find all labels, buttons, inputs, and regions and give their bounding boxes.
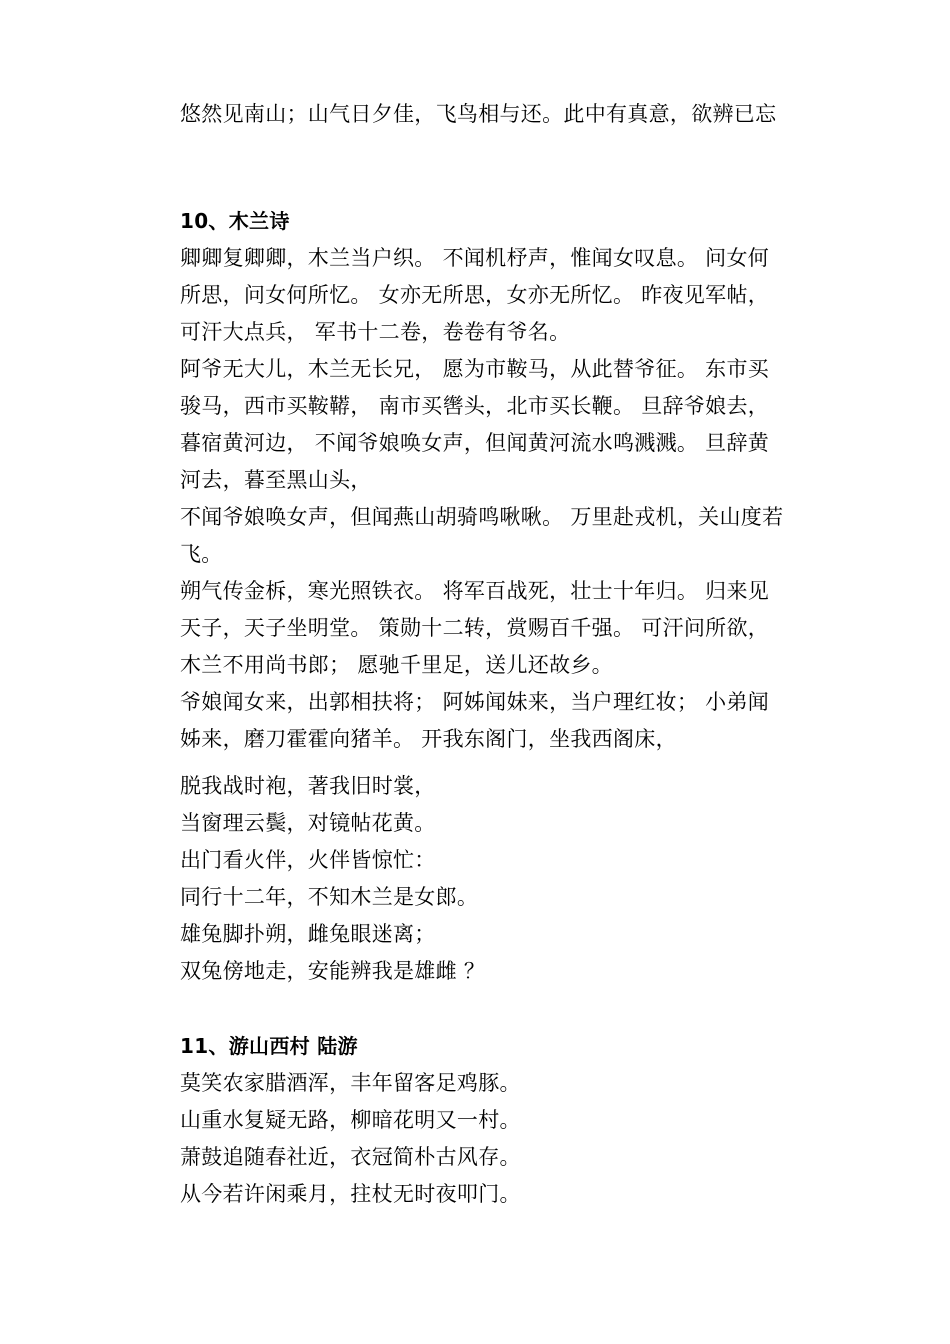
poem-line: 山重水复疑无路，柳暗花明又一村。 (180, 1108, 521, 1132)
section-heading-mulan: 10、木兰诗 (180, 209, 290, 233)
poem-line: 雄兔脚扑朔，雌兔眼迷离； (180, 922, 436, 946)
poem-line: 飞。 (180, 542, 223, 566)
poem-line: 从今若许闲乘月，拄杖无时夜叩门。 (180, 1182, 521, 1206)
poem-line: 河去，暮至黑山头， (180, 468, 372, 492)
poem-line: 当窗理云鬓，对镜帖花黄。 (180, 811, 436, 835)
poem-line: 出门看火伴，火伴皆惊忙： (180, 848, 436, 872)
poem-line: 所思，问女何所忆。 女亦无所思，女亦无所忆。 昨夜见军帖， (180, 283, 770, 307)
poem-line: 卿卿复卿卿，木兰当户织。 不闻机杼声，惟闻女叹息。 问女何 (180, 246, 770, 270)
poem-line: 骏马，西市买鞍鞯， 南市买辔头，北市买长鞭。 旦辞爷娘去， (180, 394, 770, 418)
poem-line: 萧鼓追随春社近，衣冠简朴古风存。 (180, 1145, 521, 1169)
poem-line: 脱我战时袍，著我旧时裳， (180, 774, 436, 798)
poem-line: 木兰不用尚书郎； 愿驰千里足，送儿还故乡。 (180, 653, 613, 677)
poem-line: 姊来，磨刀霍霍向猪羊。 开我东阁门，坐我西阁床， (180, 727, 677, 751)
poem-line: 朔气传金柝，寒光照铁衣。 将军百战死，壮士十年归。 归来见 (180, 579, 770, 603)
poem-line: 阿爷无大儿，木兰无长兄， 愿为市鞍马，从此替爷征。 东市买 (180, 357, 770, 381)
poem-line: 爷娘闻女来，出郭相扶将； 阿姊闻妹来，当户理红妆； 小弟闻 (180, 690, 770, 714)
poem-line: 暮宿黄河边， 不闻爷娘唤女声，但闻黄河流水鸣溅溅。 旦辞黄 (180, 431, 770, 455)
section-heading-you-shan-xi-cun: 11、游山西村 陆游 (180, 1034, 358, 1058)
poem-line: 可汗大点兵， 军书十二卷，卷卷有爷名。 (180, 320, 571, 344)
poem-line: 莫笑农家腊酒浑，丰年留客足鸡豚。 (180, 1071, 521, 1095)
intro-line: 悠然见南山；山气日夕佳，飞鸟相与还。此中有真意，欲辨已忘 (180, 102, 777, 126)
poem-line: 双兔傍地走，安能辨我是雄雌 ？ (180, 959, 486, 983)
poem-line: 同行十二年，不知木兰是女郎。 (180, 885, 479, 909)
poem-line: 不闻爷娘唤女声，但闻燕山胡骑鸣啾啾。 万里赴戎机，关山度若 (180, 505, 784, 529)
poem-line: 天子，天子坐明堂。 策勋十二转，赏赐百千强。 可汗问所欲， (180, 616, 770, 640)
